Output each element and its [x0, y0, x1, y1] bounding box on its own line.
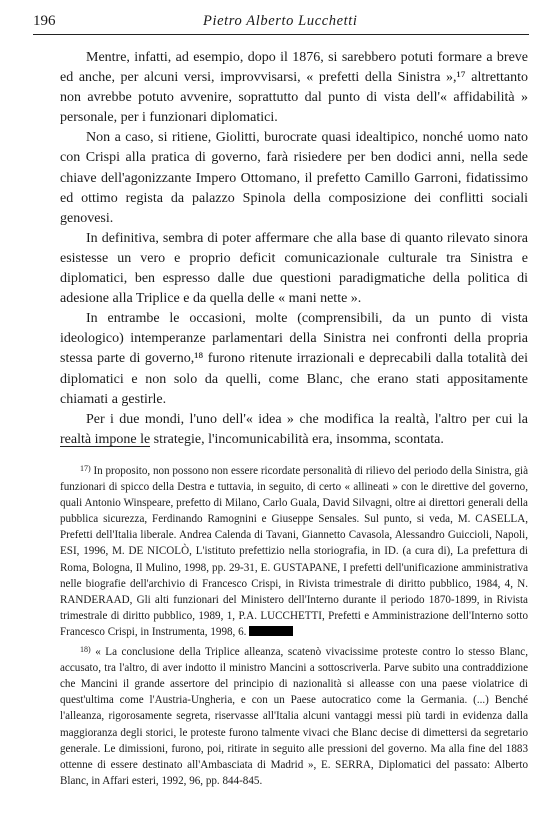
footnote-18	[60, 642, 528, 789]
page-header	[33, 12, 529, 35]
body-paragraph: Per i due mondi, l'uno dell'« idea » che modifica la realtà, l'altro per cui la realtà impone le strategie, l'incomunicabilità era, insomma, scontata.	[60, 411, 528, 447]
body-paragraph: Mentre, infatti, ad esempio, dopo il 1876, si sarebbero potuti formare a breve ed anche, per alcuni versi, improvvisarsi, « prefetti della Sinistra »,¹⁷ altrettanto non avrebbe potuto avvenire, soprattutto dal punto di vista dell'« affidabilità » personale, per i funzionari diplomatici.	[60, 50, 528, 126]
body-paragraph: In definitiva, sembra di poter affermare che alla base di quanto rilevato sinora esistesse un vero e proprio deficit comunicazionale culturale tra Sinistra e diplomatici, ben espresso dalle due questioni paradigmatiche della politica di adesione alla Triplice e da quella delle « mani nette ».	[60, 230, 528, 307]
body-paragraph: Non a caso, si ritiene, Giolitti, burocrate quasi idealtipico, nonché uomo nato con Crispi alla pratica di governo, farà risiedere per ben dodici anni, nella sede chiave dell'agonizzante Impero Ottomano, il prefetto Camillo Garroni, fidatissimo ed ottimo regista da palazzo Spinola della composizione dei conflitti sociali genovesi.	[60, 130, 528, 226]
running-title: Pietro Alberto Lucchetti	[203, 13, 358, 29]
footnote-separator	[60, 446, 150, 447]
footnote-text: « La conclusione della Triplice alleanza, scatenò vivacissime proteste contro lo stesso Blanc, accusato, tra l'altro, di aver indotto il ministro Mancini a sottoscriverla. Parve subito una contraddizione che Mancini il grande assertore del principio di nazionalità si alleasse con una paese violatrice di quest'ultima come l'Austria-Ungheria, e con un Paese autocratico come la Germania. (...) Benché l'alleanza, rigorosamente segreta, riservasse all'Italia alcuni vantaggi messi più tardi in evidenza dalla maggioranza degli storici, le proteste furono talmente vivaci che Blanc decise di dimettersi da segretario generale. Le dimissioni, furono, poi, ritirate in seguito alle pressioni del governo. Ma alla fine del 1883 ottenne di essere destinato all'Ambasciata di Madrid », E. SERRA, Diplomatici del passato: Alberto Blanc, in Affari esteri, 1992, 96, pp. 844-845.	[60, 646, 528, 787]
footnote-17	[60, 461, 528, 640]
body-paragraph: In entrambe le occasioni, molte (comprensibili, da un punto di vista ideologico) intemperanze parlamentari della Sinistra nei confronti della propria stessa parte di governo,¹⁸ furono ritenute irrazionali e deprecabili dalla totalità dei diplomatici e non solo da quelli, come Blanc, che erano stati appositamente chiamati a gestirle.	[60, 311, 528, 407]
footnote-text: In proposito, non possono non essere ricordate personalità di rilievo del periodo della Sinistra, già funzionari di spicco della Destra e tuttavia, in seguito, di certo « allineati » con le direttive del governo, quali Antonio Winspeare, prefetto di Milano, Carlo Guala, David Silvagni, oltre ai direttori generali della pubblica sicurezza, Ferdinando Ramognini e Giuseppe Sensales. Sul punto, si veda, M. CASELLA, Prefetti dell'Italia liberale. Andrea Calenda di Tavani, Giannetto Cavasola, Alessandro Guiccioli, Napoli, ESI, 1996, M. DE NICOLÒ, L'istituto prefettizio nella storiografia, in ID. (a cura di), La prefettura di Roma, Bologna, Il Mulino, 1998, pp. 29-31, E. GUSTAPANE, I prefetti dell'unificazione amministrativa nelle biografie dell'archivio di Francesco Crispi, in Rivista trimestrale di diritto pubblico, 1984, 4, N. RANDERAAD, Gli alti funzionari del Ministero dell'Interno durante il periodo 1870-1899, in Rivista trimestrale di diritto pubblico, 1989, 1, P.A. LUCCHETTI, Prefetti e Amministrazione dell'Interno sotto Francesco Crispi, in Instrumenta, 1998, 6.	[60, 465, 529, 638]
redaction-mark	[249, 626, 293, 636]
footnote-number: 17)	[80, 464, 91, 473]
page-number: 196	[33, 13, 56, 29]
footnote-number: 18)	[80, 645, 91, 655]
main-text	[60, 48, 528, 450]
footnotes	[60, 461, 528, 791]
